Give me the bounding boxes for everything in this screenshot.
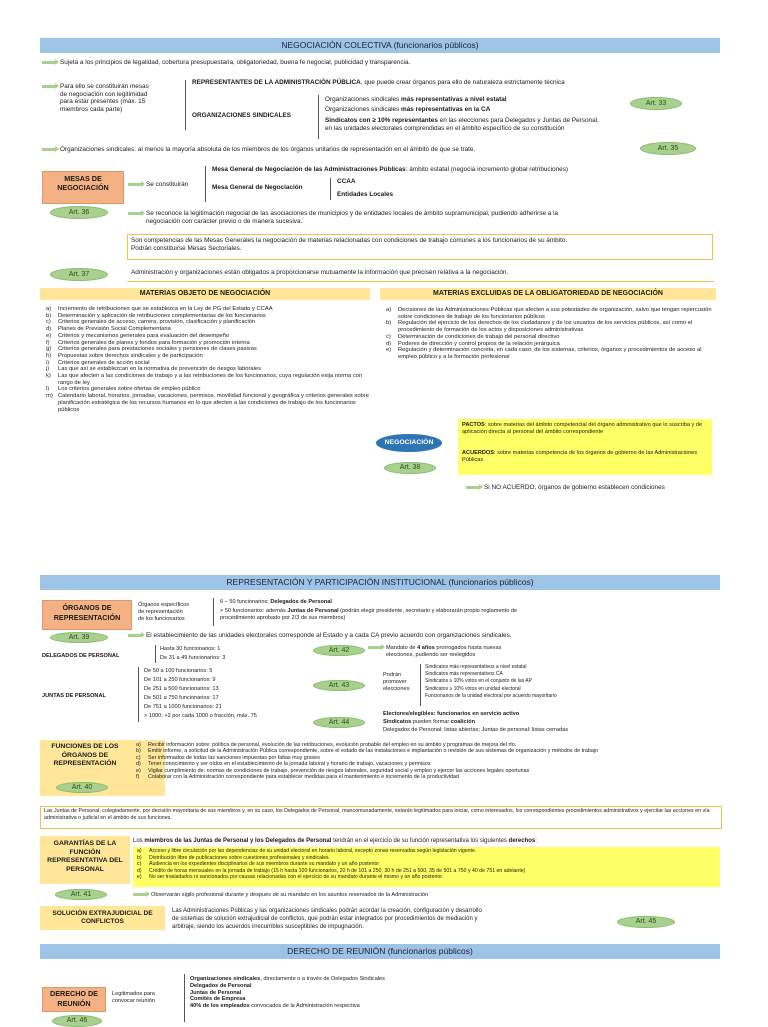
list-item: b) Emitir informe, a solicitud de la Administración Pública correspondiente, sobre el estado de las instalaciones e implantación o revisión de sus sistemas de organización y métodos de trabajo [136,748,599,755]
mandato: Mandato de 4 años prorrogados hasta nuevas elecciones, pudiendo ser reelegidos [368,645,568,659]
junta-count-3: De 251 a 500 funcionarios: 13 [144,686,219,692]
funciones-box: FUNCIONES DE LOS ÓRGANOS DE REPRESENTACIÓN [51,743,119,767]
list-item: k) Las que afecten a las condiciones de trabajo y a las retribuciones de los funcionarios, cuya regulación exija norma con rango de ley [46,373,363,386]
junta-count-6: > 1000: +2 por cada 1000 o fracción, máx. 75 [144,713,257,719]
os-ca: Organizaciones sindicales más representativas en la CA [325,106,491,113]
brace [318,95,319,139]
listas: Delegados de Personal: listas abiertas; Juntas de personal: listas cerradas [383,727,569,733]
delegados-count-1: Hasta 30 funcionarios: 1 [160,646,221,652]
solucion-text: Las Administraciones Públicas y las organizaciones sindicales podrán acordar la creación, configuración y desarrollo de sistemas de solución extrajudicial de conflictos, que podrán estar integrados por procedimientos de mediación y arbitraje, siendo los acuerdos irrecurribles susceptibles de impugnación. [172,908,482,930]
entidades-locales: Entidades Locales [337,191,394,198]
art-43-badge: Art. 43 [313,680,365,691]
junta-count-5: De 751 a 1000 funcionarios: 21 [144,704,222,710]
list-item: a) Incremento de retribuciones que se establezca en la Ley de PG del Estado y CCAA [46,306,273,312]
list-item: 40% de los empleados convocados de la Administración respectiva [190,1003,360,1010]
acuerdos-text: ACUERDOS: sobre materias competencia de los órganos de gobierno de las Administraciones Públicas [462,450,698,463]
art-46-badge: Art. 46 [52,1015,102,1027]
art-41-badge: Art. 41 [55,889,107,900]
derecho-reunion-box: DERECHO DE REUNIÓN [42,987,106,1012]
promotores-list [425,664,715,700]
list-item: c) Determinación de condiciones de trabajo del personal directivo [386,333,560,340]
list-item: l) Los criterios generales sobre ofertas de empleo público [46,386,201,393]
list-item: e) Regulación y determinación concreta, en cada caso, de los sistemas, criterios, órganos y procedimientos de acceso al empleo público y a la formación profesional [386,347,702,360]
list-item: Delegados de Personal [190,982,252,989]
junta-count-2: De 101 a 250 funcionarios: 9 [144,677,216,683]
arrow-icon [128,183,142,186]
list-item: c) Audiencia en los expedientes disciplinarios de sus miembros durante su mandato y un año posterior [137,861,380,867]
divider [127,281,714,282]
junta-count-4: De 501 a 750 funcionarios: 17 [144,695,219,701]
art-39-badge: Art. 39 [50,632,108,643]
sigilo: Observarán sigilo profesional durante y después de su mandato en los asuntos reservados de la Administración [133,892,723,899]
materias-objeto-title: MATERIAS OBJETO DE NEGOCIACIÓN [40,288,370,300]
art-36-badge: Art. 36 [50,206,108,219]
list-item: Sindicatos ≥ 10% votos en unidad electoral [425,685,521,692]
list-item: a) Acceso y libre circulación por las dependencias de su unidad electoral en horario laboral, excepto zonas reservadas según legislación vigente. [137,848,477,854]
brace [420,664,421,706]
brace [138,667,139,722]
art-42-badge: Art. 42 [313,645,365,656]
list-item: m) Calendario laboral, horarios, jornadas, vacaciones, permisos, movilidad funcional y geográfica y criterios generales sobre planificación estratégica de los recursos humanos en lo que afecten a las condiciones de trabajo de los funcionarios públicos [46,393,369,413]
reunion-list [190,976,590,1010]
org-sindicales-label: ORGANIZACIONES SINDICALES [192,112,292,119]
section-title-representacion: REPRESENTACIÓN Y PARTICIPACIÓN INSTITUCIONAL (funcionarios públicos) [40,575,720,590]
list-item: Juntas de Personal [190,989,242,996]
list-item: g) Criterios generales para prestaciones sociales y pensiones de clases pasivas [46,346,257,353]
brace [184,974,185,1022]
garantias-list [137,848,719,881]
os-estatal: Organizaciones sindicales más representativas a nivel estatal [325,96,507,103]
mesas-legitimacion: Para ello se constituirán mesas de negociación con legitimidad para estar presentes (máx. 15 miembros cada parte) [42,83,192,113]
list-item: c) Criterios generales de acceso, carrera, provisión, clasificación y planificación [46,319,256,326]
informacion-mutua: Administración y organizaciones están obligados a proporcionarse mutuamente la información que precisen relativa a la negociación. [131,269,509,276]
art-38-badge: Art. 38 [384,462,436,474]
arrow-icon [128,212,142,215]
os-10pct: Sindicatos con ≥ 10% representantes en las elecciones para Delegados y Juntas de Personal, en las unidades electorales comprendidas en el ámbito específico de su constitución [325,117,599,132]
coalicion: Sindicatos pueden formar coalición [383,719,476,725]
se-constituiran: Se constituirán [128,181,188,189]
ccaa: CCAA [337,178,356,185]
garantias-intro: Los miembros de las Juntas de Personal y los Delegados de Personal tendrán en el ejercicio de su función representativa los siguientes derechos: [133,838,537,844]
list-item: Funcionarios de la unidad electoral por acuerdo mayoritario [425,692,557,699]
list-item: Sindicatos más representativos a nivel estatal [425,664,527,670]
list-item: Sindicatos ≥ 10% votos en el conjunto de las AP [425,678,532,685]
juntas-rule: > 50 funcionarios: además Juntas de Personal (podrán elegir presidente, secretario y elaborarán propio reglamento de procedimiento aprobado por 2/3 de sus miembros) [220,608,518,621]
list-item: i) Criterios generales de acción social [46,359,150,366]
list-item: b) Distribución libre de publicaciones sobre cuestiones profesionales y sindicales [137,854,329,861]
art-35-badge: Art. 35 [640,142,696,155]
mesa-general-ap: Mesa General de Negociación de las Administraciones Públicas: ámbito estatal (negocia incremento global retribuciones) [212,166,569,173]
funciones-list [136,742,720,780]
list-item: b) Regulación del ejercicio de los derechos de los ciudadanos y de los usuarios de los servicios públicos, así como el procedimiento de formación de los actos y disposiciones administrativas [386,320,693,334]
list-item: f) Criterios generales de planes y fondos para formación y promoción interna [46,339,250,346]
organos-representacion-box: ÓRGANOS DE REPRESENTACIÓN [42,600,132,630]
mayoria-absoluta: Organizaciones sindicales: al menos la mayoría absoluta de los miembros de los órganos unitarios de representación en el ámbito de que se trate. [42,146,642,154]
list-item: a) Recibir información sobre: política de personal, evolución de las retribuciones, evolución probable del empleo en su ámbito y programas de mejora del rto. [136,742,517,748]
list-item: d) Planes de Previsión Social Complementaria [46,326,171,333]
list-item: e) Vigilar cumplimiento de: normas de condiciones de trabajo, prevención de riesgos laborales, seguridad social y empleo y ejercer las acciones legales oportunas [136,767,530,774]
art-33-badge: Art. 33 [630,97,682,110]
rep-administracion: REPRESENTANTES DE LA ADMINISTRACIÓN PÚBLICA, que puede crear órganos para ello de naturaleza estrictamente técnica [192,79,565,86]
mesa-general: Mesa General de Negociación [212,184,303,191]
brace [155,645,156,663]
principles-line: Sujeta a los principios de legalidad, cobertura presupuestaria, obligatoriedad, buena fe negocial, publicidad y transparencia. [42,59,722,67]
delegados-rule: 6 – 50 funcionarios: Delegados de Personal [220,599,332,605]
arrow-icon [42,148,56,151]
list-item: c) Ser informados de todas las sanciones impuestas por faltas muy graves [136,754,320,761]
organos-especificos: Órganos específicos de representación de los funcionarios [138,602,189,622]
mesas-negociacion-box: MESAS DE NEGOCIACIÓN [42,171,124,204]
legitimacion-asociaciones: Se reconoce la legitimación negocial de las asociaciones de municipios y de entidades locales de ámbito supramunicipal, pudiendo adherirse a la negociación con carácter previo o de manera sucesiva. [128,210,728,225]
brace [185,80,186,130]
solucion-box: SOLUCIÓN EXTRAJUDICIAL DE CONFLICTOS [52,910,153,925]
brace [213,598,214,626]
list-item: f) Colaborar con la Administración correspondiente para establecer medidas para el mantenimiento e incremento de la productividad [136,774,460,781]
list-item: d) Tener conocimiento y ser oídos en el establecimiento de la jornada laboral y horario de trabajo, vacaciones y permisos [136,761,431,768]
delegados-personal-label: DELEGADOS DE PERSONAL [42,653,120,659]
materias-excluidas-list [386,307,714,361]
brace [330,178,331,200]
list-item: d) Crédito de horas mensuales en la jornada de trabajo (15 h hasta 100 funcionarios, 20 h de 101 a 250, 30 h de 251 a 500, 35 de 501 a 750 y 40 de 751 en adelante) [137,867,526,874]
no-acuerdo: Si NO ACUERDO, órganos de gobierno establecen condiciones [466,484,726,492]
section-title-negociacion: NEGOCIACIÓN COLECTIVA (funcionarios públicos) [40,38,720,53]
list-item: Organizaciones sindicales, directamente o a través de Delegados Sindicales [190,976,385,982]
electores: Electores/elegibles: funcionarios en servicio activo [383,711,520,717]
list-item: Comités de Empresa [190,996,246,1003]
list-item: Sindicatos más representativos CA [425,671,503,678]
arrow-icon [466,486,480,489]
arrow-icon [42,61,56,64]
list-item: e) No ser trasladados ni sancionados por causas relacionadas con el ejercicio de su mandato durante el mismo y un año posterior. [137,874,444,880]
brace [205,166,206,202]
negociacion-badge: NEGOCIACIÓN [376,434,442,452]
competencias-text: Son competencias de las Mesas Generales la negociación de materias relacionadas con condiciones de trabajo comunes a los funcionarios de su ámbito. Podrán constituirse Mesas Sectoriales. [131,237,568,252]
juntas-personal-label: JUNTAS DE PERSONAL [42,693,106,699]
juntas-legitimadas-text: Las Juntas de Personal, colegiadamente, por decisión mayoritaria de sus miembros y, en su caso, los Delegados de Personal, mancomunadamente, estarán legitimados para iniciar, como interesados, los correspondientes procedimientos administrativos y ejercitar las acciones en vía administrativa o judicial en el ámbito de sus funciones. [44,808,710,821]
list-item: a) Decisiones de las Administraciones Públicas que afecten a sus potestades de organización, salvo que tengan repercusión sobre condiciones de trabajo de los funcionarios públicos [386,307,712,320]
arrow-icon [368,646,382,649]
delegados-count-2: De 31 a 49 funcionarios: 3 [160,655,226,661]
list-item: h) Propuestas sobre derechos sindicales y de participación [46,352,203,359]
podran-promover: Podrán promover elecciones [383,672,410,692]
list-item: e) Criterios y mecanismos generales para evaluación del desempeño [46,332,230,339]
list-item: j) Las que así se establezcan en la normativa de prevención de riesgos laborales [46,366,262,373]
materias-objeto-list [46,306,372,413]
art-40-badge: Art. 40 [56,782,108,793]
arrow-icon [133,893,147,896]
garantias-box: GARANTÍAS DE LA FUNCIÓN REPRESENTATIVA DEL PERSONAL [47,840,123,873]
junta-count-1: De 50 a 100 funcionarios: 5 [144,668,213,674]
art-37-badge: Art. 37 [50,268,108,281]
unidades-electorales: El establecimiento de las unidades electorales corresponde al Estado y a cada CA previo acuerdo con organizaciones sindicales. [128,632,728,640]
list-item: b) Determinación y aplicación de retribuciones complementarias de los funcionarios [46,312,266,319]
art-44-badge: Art. 44 [313,717,365,728]
list-item: d) Poderes de dirección y control propios de la relación jerárquica [386,340,560,347]
section-title-reunion: DERECHO DE REUNIÓN (funcionarios públicos) [40,944,720,959]
arrow-icon [128,634,142,637]
legitimados-convocar: Legitimados para convocar reunión [112,991,155,1004]
arrow-icon [42,85,56,88]
materias-excluidas-title: MATERIAS EXCLUIDAS DE LA OBLIGATORIEDAD DE NEGOCIACIÓN [380,288,716,300]
pactos-text: PACTOS: sobre materias del ámbito competencial del órgano administrativo que lo suscriba y de aplicación directa al personal del ámbito correspondiente [462,422,703,435]
art-45-badge: Art. 45 [617,916,675,928]
